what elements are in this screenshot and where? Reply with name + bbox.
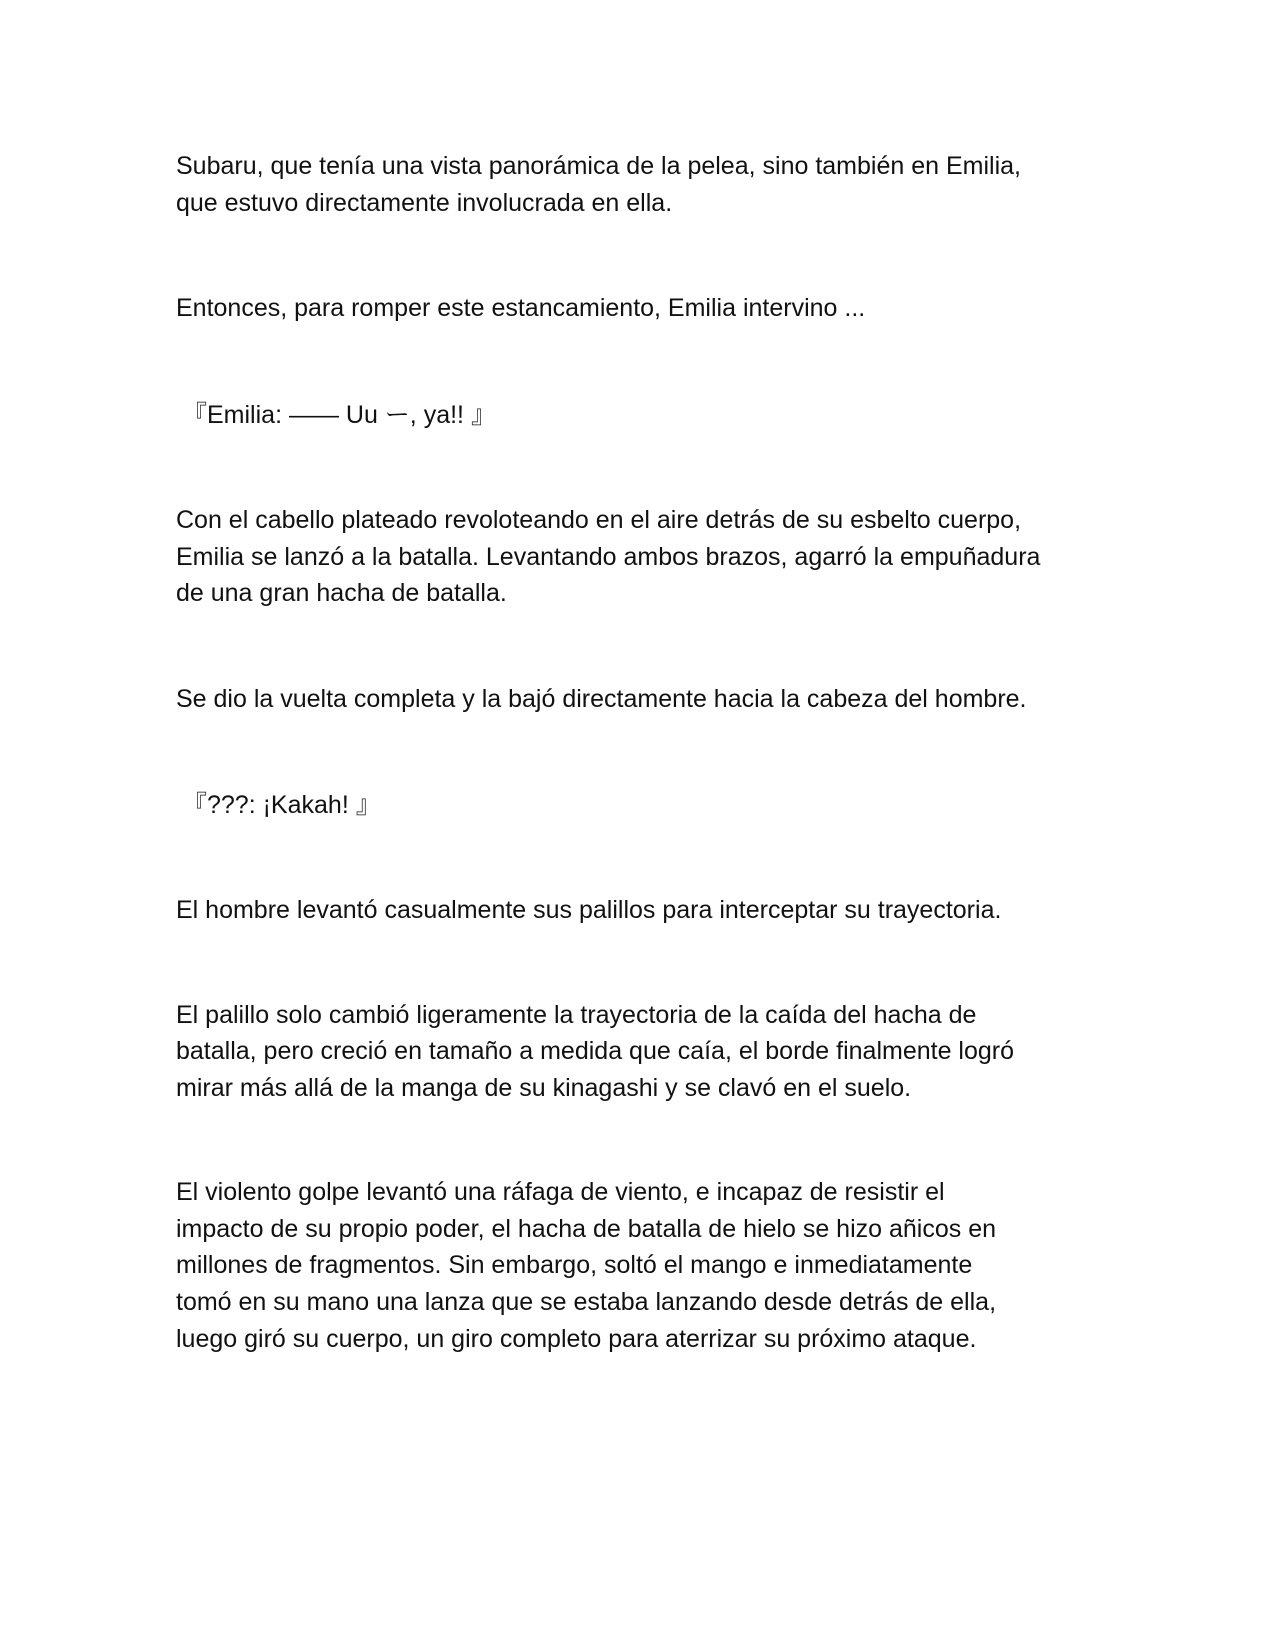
paragraph-line: Emilia se lanzó a la batalla. Levantando ambos brazos, agarró la empuñadura — [176, 543, 1041, 571]
paragraph-line: que estuvo directamente involucrada en ella. — [176, 189, 673, 217]
paragraph-line: El hombre levantó casualmente sus palillos para interceptar su trayectoria. — [176, 896, 1002, 924]
paragraph-line: millones de fragmentos. Sin embargo, soltó el mango e inmediatamente — [176, 1251, 973, 1279]
dialogue-line: 『???: ¡Kakah! 』 — [182, 791, 381, 819]
paragraph-line: Con el cabello plateado revoloteando en el aire detrás de su esbelto cuerpo, — [176, 506, 1022, 534]
dialogue-line: 『Emilia: —— Uu ー, ya!! 』 — [182, 401, 496, 429]
paragraph-line: El violento golpe levantó una ráfaga de viento, e incapaz de resistir el — [176, 1178, 945, 1206]
paragraph-line: tomó en su mano una lanza que se estaba lanzando desde detrás de ella, — [176, 1288, 997, 1316]
paragraph-line: Entonces, para romper este estancamiento, Emilia intervino ... — [176, 294, 866, 322]
paragraph-line: impacto de su propio poder, el hacha de batalla de hielo se hizo añicos en — [176, 1215, 997, 1243]
paragraph-line: luego giró su cuerpo, un giro completo para aterrizar su próximo ataque. — [176, 1325, 977, 1353]
paragraph-line: El palillo solo cambió ligeramente la trayectoria de la caída del hacha de — [176, 1001, 977, 1029]
paragraph-line: batalla, pero creció en tamaño a medida que caía, el borde finalmente logró — [176, 1037, 1015, 1065]
paragraph-line: Subaru, que tenía una vista panorámica de la pelea, sino también en Emilia, — [176, 152, 1021, 180]
paragraph-line: mirar más allá de la manga de su kinagashi y se clavó en el suelo. — [176, 1074, 912, 1102]
paragraph-line: de una gran hacha de batalla. — [176, 579, 507, 607]
paragraph-line: Se dio la vuelta completa y la bajó directamente hacia la cabeza del hombre. — [176, 685, 1027, 713]
